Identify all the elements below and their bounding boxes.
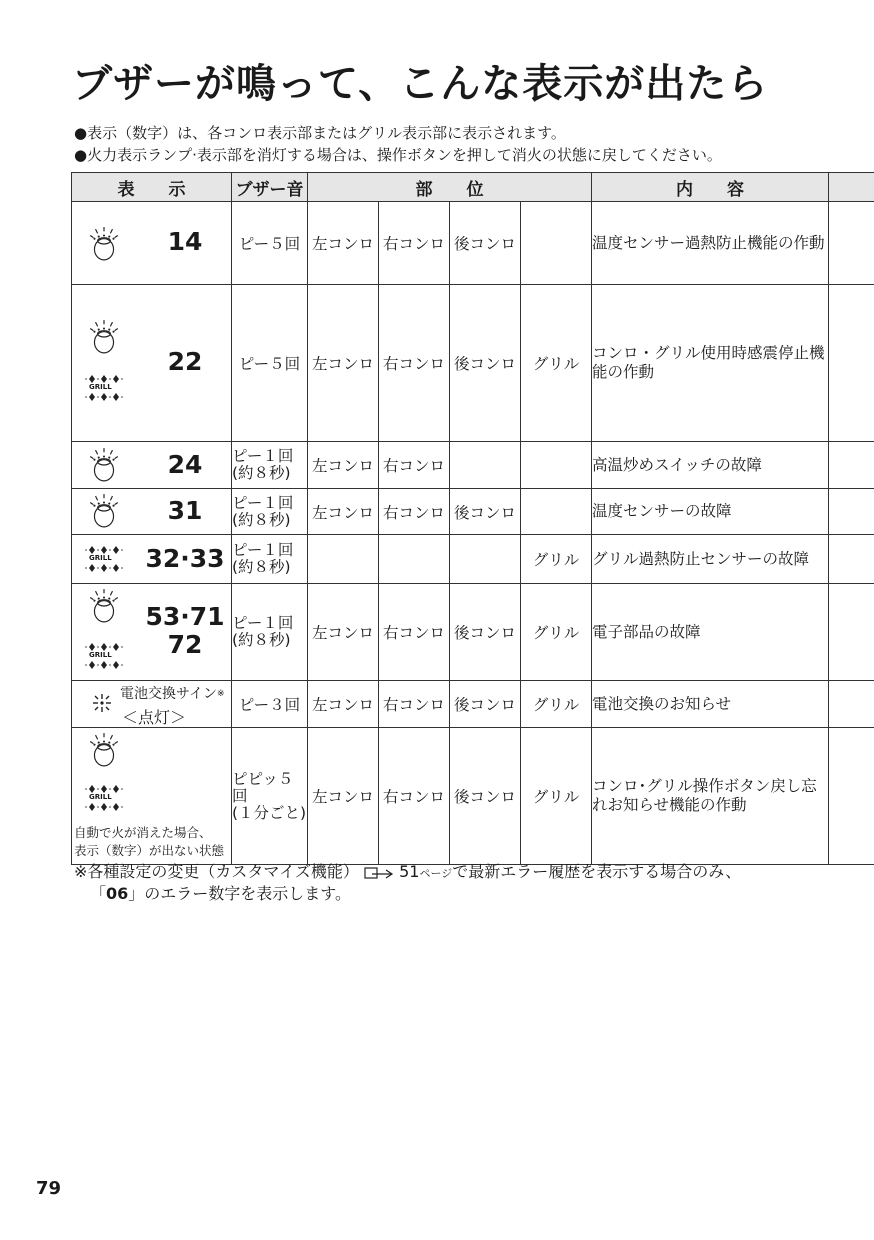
buzzer-cell — [232, 535, 308, 584]
table-row — [72, 535, 874, 584]
loc-grill: グリル — [521, 681, 592, 728]
error-code: 53·71 — [145, 602, 225, 631]
battery-sign-label — [120, 685, 225, 703]
content-cell: グリル過熱防止センサーの故障 — [592, 535, 829, 584]
page-reference-unit: ページ — [419, 867, 453, 880]
table-row — [72, 202, 874, 285]
display-cell — [72, 535, 232, 584]
burner-knob-icon — [88, 226, 120, 262]
footnote-text: 「 — [90, 884, 107, 903]
buzzer-line: (約８秒) — [232, 558, 291, 576]
table-row — [72, 584, 874, 681]
footnote-text: 」のエラー数字を表示します。 — [128, 884, 352, 903]
note-line: ●表示（数字）は、各コンロ表示部またはグリル表示部に表示されます。 — [74, 124, 566, 142]
page-number: 79 — [36, 1178, 62, 1199]
display-cell — [72, 584, 232, 681]
loc-right: 右コンロ — [379, 442, 450, 489]
buzzer-line: ピー１回 — [232, 493, 294, 512]
burner-knob-icon — [88, 447, 120, 483]
buzzer-cell — [232, 489, 308, 535]
burner-knob-icon — [88, 319, 120, 355]
buzzer-line: ピー１回 — [232, 447, 294, 465]
loc-right — [379, 535, 450, 584]
content-cell: 温度センサー過熱防止機能の作動 — [592, 202, 829, 285]
buzzer-line: (１分ごと) — [232, 803, 307, 822]
loc-grill — [521, 202, 592, 285]
error-code: 14 — [167, 227, 203, 256]
buzzer-line: ピピッ５回 — [232, 769, 294, 805]
loc-left: 左コンロ — [308, 584, 379, 681]
table-row — [72, 681, 874, 728]
footnote-text: ※各種設定の変更（カスタマイズ機能） — [74, 862, 359, 881]
page-reference-icon — [364, 866, 394, 880]
loc-left: 左コンロ — [308, 285, 379, 442]
content-cell: コンロ･グリル操作ボタン戻し忘れお知らせ機能の作動 — [592, 728, 829, 865]
loc-grill — [521, 489, 592, 535]
header-content: 内 容 — [592, 173, 829, 202]
loc-left: 左コンロ — [308, 728, 379, 865]
loc-grill: グリル — [521, 535, 592, 584]
burner-knob-icon — [88, 493, 120, 529]
battery-sign-icon — [92, 693, 112, 713]
loc-left — [308, 535, 379, 584]
no-display-note: 表示（数字）が出ない状態 — [74, 843, 225, 858]
display-cell — [72, 442, 232, 489]
buzzer-line: ピー１回 — [232, 614, 294, 632]
error-table — [71, 172, 874, 865]
error-code: 32·33 — [145, 544, 225, 573]
buzzer-cell: ピー３回 — [232, 681, 308, 728]
page-title: ブザーが鳴って、こんな表示が出たら — [72, 61, 769, 107]
loc-left: 左コンロ — [308, 202, 379, 285]
header-display: 表 示 — [72, 173, 232, 202]
loc-rear: 後コンロ — [450, 728, 521, 865]
buzzer-cell — [232, 728, 308, 865]
buzzer-line: ピー１回 — [232, 541, 294, 559]
grill-icon-label: GRILL — [89, 793, 112, 801]
loc-right: 右コンロ — [379, 584, 450, 681]
content-cell: 高温炒めスイッチの故障 — [592, 442, 829, 489]
footnote-mark: ※ — [217, 689, 225, 699]
footnote-text: で最新エラー履歴を表示する場合のみ、 — [452, 862, 742, 881]
buzzer-cell — [232, 584, 308, 681]
buzzer-cell — [232, 442, 308, 489]
loc-left: 左コンロ — [308, 681, 379, 728]
buzzer-line: (約８秒) — [232, 631, 291, 649]
loc-rear: 後コンロ — [450, 584, 521, 681]
header-location: 部 位 — [308, 173, 592, 202]
loc-right: 右コンロ — [379, 681, 450, 728]
display-cell — [72, 285, 232, 442]
error-code: 31 — [167, 496, 203, 525]
grill-icon-label: GRILL — [89, 383, 112, 391]
battery-label-text: 電池交換サイン — [120, 686, 218, 702]
buzzer-cell: ピー５回 — [232, 202, 308, 285]
error-code-06: 06 — [106, 884, 129, 903]
content-cell: 電池交換のお知らせ — [592, 681, 829, 728]
loc-rear: 後コンロ — [450, 285, 521, 442]
error-code: 72 — [167, 630, 203, 659]
note-line: ●火力表示ランプ·表示部を消灯する場合は、操作ボタンを押して消火の状態に戻してください。 — [74, 146, 722, 164]
table-row — [72, 728, 874, 865]
loc-rear: 後コンロ — [450, 202, 521, 285]
loc-rear — [450, 535, 521, 584]
loc-right: 右コンロ — [379, 285, 450, 442]
buzzer-cell: ピー５回 — [232, 285, 308, 442]
grill-icon-label: GRILL — [89, 651, 112, 659]
grill-icon-label: GRILL — [89, 554, 112, 562]
table-header-row — [72, 173, 874, 202]
footnote — [74, 862, 741, 904]
burner-knob-icon — [88, 732, 120, 768]
loc-grill: グリル — [521, 584, 592, 681]
burner-knob-icon — [88, 588, 120, 624]
battery-sign-state: ＜点灯＞ — [122, 708, 187, 727]
display-cell — [72, 489, 232, 535]
loc-grill: グリル — [521, 285, 592, 442]
table-row — [72, 489, 874, 535]
page-reference-number: 51 — [399, 862, 420, 881]
loc-rear: 後コンロ — [450, 489, 521, 535]
content-cell: 電子部品の故障 — [592, 584, 829, 681]
table-row — [72, 442, 874, 489]
error-code: 24 — [167, 450, 203, 479]
loc-right: 右コンロ — [379, 202, 450, 285]
loc-grill — [521, 442, 592, 489]
header-buzzer: ブザー音 — [232, 173, 308, 202]
content-cell: コンロ・グリル使用時感震停止機能の作動 — [592, 285, 829, 442]
loc-left: 左コンロ — [308, 489, 379, 535]
buzzer-line: (約８秒) — [232, 510, 291, 529]
table-row — [72, 285, 874, 442]
loc-right: 右コンロ — [379, 489, 450, 535]
display-cell — [72, 681, 232, 728]
loc-grill: グリル — [521, 728, 592, 865]
error-code: 22 — [167, 347, 203, 376]
notes — [74, 122, 722, 166]
loc-left: 左コンロ — [308, 442, 379, 489]
no-display-note: 自動で火が消えた場合、 — [74, 825, 212, 840]
display-cell — [72, 202, 232, 285]
loc-rear: 後コンロ — [450, 681, 521, 728]
buzzer-line: (約８秒) — [232, 464, 291, 482]
content-cell: 温度センサーの故障 — [592, 489, 829, 535]
loc-rear — [450, 442, 521, 489]
display-cell — [72, 728, 232, 865]
loc-right: 右コンロ — [379, 728, 450, 865]
